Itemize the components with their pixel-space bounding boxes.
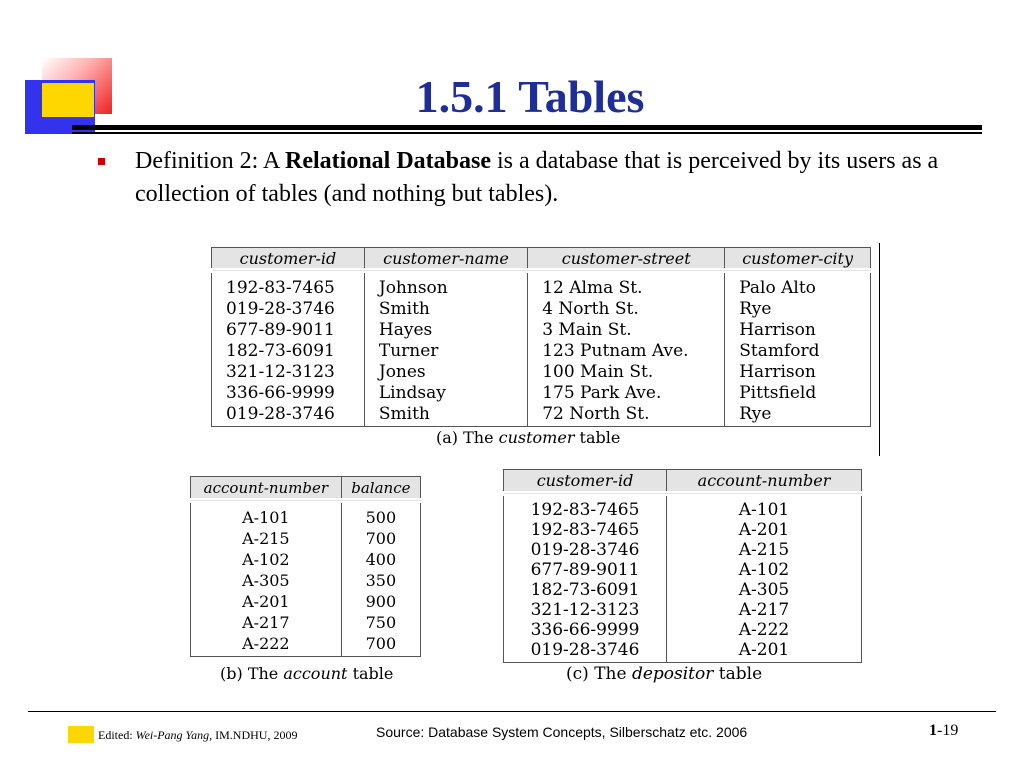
- table-row: [212, 361, 871, 382]
- table-cell: 350: [341, 570, 420, 591]
- table-cell: 192-83-7465: [504, 520, 667, 540]
- table-cell: 336-66-9999: [504, 620, 667, 640]
- table-cell: Rye: [725, 403, 871, 427]
- table-cell: 192-83-7465: [212, 271, 365, 299]
- table-cell: A-101: [191, 501, 342, 529]
- table-header-row: [191, 477, 421, 501]
- caption-name: account: [283, 664, 348, 683]
- table-cell: 700: [341, 633, 420, 657]
- caption-prefix: (c) The: [566, 664, 632, 684]
- table-row: [191, 612, 421, 633]
- table-row: [504, 620, 862, 640]
- table-cell: Hayes: [364, 319, 527, 340]
- table-cell: 019-28-3746: [504, 640, 667, 663]
- table-cell: A-201: [667, 520, 862, 540]
- table-cell: 100 Main St.: [528, 361, 725, 382]
- table-cell: 677-89-9011: [212, 319, 365, 340]
- column-header: balance: [341, 477, 420, 501]
- table-cell: 321-12-3123: [212, 361, 365, 382]
- table-row: [504, 520, 862, 540]
- table-cell: Palo Alto: [725, 271, 871, 299]
- table-cell: A-217: [667, 600, 862, 620]
- table-cell: Rye: [725, 298, 871, 319]
- table-cell: 12 Alma St.: [528, 271, 725, 299]
- table-row: [212, 382, 871, 403]
- caption-name: depositor: [631, 664, 714, 684]
- definition-rest: is a database that is perceived by its users as a collection of tables (and nothing but tables).: [135, 148, 939, 207]
- table-row: [504, 640, 862, 663]
- table-row: [504, 580, 862, 600]
- table-cell: A-215: [667, 540, 862, 560]
- edited-label: Edited:: [98, 728, 136, 742]
- page-number-main: 1: [929, 722, 937, 739]
- table-cell: Harrison: [725, 361, 871, 382]
- table-cell: A-201: [191, 591, 342, 612]
- editor-org: IM.NDHU, 2009: [212, 728, 298, 742]
- table-cell: Harrison: [725, 319, 871, 340]
- caption-suffix: table: [347, 664, 394, 683]
- table-cell: A-102: [667, 560, 862, 580]
- table-cell: Johnson: [364, 271, 527, 299]
- table-cell: Smith: [364, 403, 527, 427]
- table-row: [504, 600, 862, 620]
- decor-yellow-square: [42, 83, 94, 117]
- table-cell: 192-83-7465: [504, 494, 667, 521]
- table-cell: A-102: [191, 549, 342, 570]
- account-table: [190, 476, 421, 657]
- table-cell: 182-73-6091: [212, 340, 365, 361]
- slide-title: 1.5.1 Tables: [415, 71, 645, 122]
- table-cell: 019-28-3746: [212, 403, 365, 427]
- table-cell: 182-73-6091: [504, 580, 667, 600]
- table-cell: A-101: [667, 494, 862, 521]
- table-row: [191, 570, 421, 591]
- table-row: [212, 271, 871, 299]
- depositor-table-caption: [566, 664, 762, 684]
- table-cell: Smith: [364, 298, 527, 319]
- table-header-row: [504, 470, 862, 494]
- caption-prefix: (b) The: [220, 664, 284, 683]
- table-cell: A-215: [191, 528, 342, 549]
- table-cell: A-305: [667, 580, 862, 600]
- table-cell: 321-12-3123: [504, 600, 667, 620]
- table-cell: Pittsfield: [725, 382, 871, 403]
- table-cell: 123 Putnam Ave.: [528, 340, 725, 361]
- table-row: [191, 528, 421, 549]
- definition-prefix: Definition 2: A: [135, 148, 285, 174]
- table-cell: 700: [341, 528, 420, 549]
- customer-table-caption: [436, 428, 620, 447]
- editor-name: Wei-Pang Yang,: [135, 728, 213, 742]
- column-header: customer-id: [212, 248, 365, 271]
- footer-rule: [28, 711, 996, 712]
- table-cell: 3 Main St.: [528, 319, 725, 340]
- page-number-sub: -19: [937, 722, 959, 739]
- table-row: [504, 540, 862, 560]
- definition-text: [135, 145, 965, 211]
- caption-suffix: table: [713, 664, 763, 684]
- table-cell: 500: [341, 501, 420, 529]
- column-header: account-number: [667, 470, 862, 494]
- table-row: [191, 591, 421, 612]
- table-cell: 750: [341, 612, 420, 633]
- definition-term: Relational Database: [285, 148, 491, 174]
- page-number: [929, 722, 958, 740]
- table-header-row: [212, 248, 871, 271]
- table-row: [191, 549, 421, 570]
- table-cell: 175 Park Ave.: [528, 382, 725, 403]
- table-row: [212, 403, 871, 427]
- caption-name: customer: [498, 428, 575, 447]
- table-row: [191, 633, 421, 657]
- table-row: [212, 340, 871, 361]
- caption-prefix: (a) The: [436, 428, 499, 447]
- account-table-caption: [220, 664, 393, 683]
- table-cell: 336-66-9999: [212, 382, 365, 403]
- table-cell: 677-89-9011: [504, 560, 667, 580]
- table-row: [504, 560, 862, 580]
- table-row: [191, 501, 421, 529]
- table-cell: 900: [341, 591, 420, 612]
- table-cell: 4 North St.: [528, 298, 725, 319]
- column-header: customer-name: [364, 248, 527, 271]
- vertical-divider: [879, 243, 880, 456]
- table-cell: Jones: [364, 361, 527, 382]
- table-row: [504, 494, 862, 521]
- table-row: [212, 298, 871, 319]
- column-header: customer-city: [725, 248, 871, 271]
- table-cell: 019-28-3746: [504, 540, 667, 560]
- footer-source: Source: Database System Concepts, Silberschatz etc. 2006: [376, 724, 748, 740]
- title-rule-thick: [72, 125, 982, 130]
- table-cell: 72 North St.: [528, 403, 725, 427]
- table-cell: A-305: [191, 570, 342, 591]
- table-row: [212, 319, 871, 340]
- column-header: account-number: [191, 477, 342, 501]
- table-cell: A-217: [191, 612, 342, 633]
- table-cell: Lindsay: [364, 382, 527, 403]
- table-cell: Stamford: [725, 340, 871, 361]
- table-cell: A-222: [667, 620, 862, 640]
- table-cell: A-201: [667, 640, 862, 663]
- column-header: customer-street: [528, 248, 725, 271]
- title-rule-thin: [72, 132, 982, 134]
- column-header: customer-id: [504, 470, 667, 494]
- caption-suffix: table: [574, 428, 621, 447]
- table-cell: 400: [341, 549, 420, 570]
- footer-yellow-square: [68, 726, 94, 743]
- table-cell: A-222: [191, 633, 342, 657]
- bullet-icon: [98, 158, 105, 165]
- table-cell: 019-28-3746: [212, 298, 365, 319]
- footer-edited: [98, 728, 297, 743]
- depositor-table: [503, 469, 862, 663]
- table-cell: Turner: [364, 340, 527, 361]
- customer-table: [211, 247, 871, 427]
